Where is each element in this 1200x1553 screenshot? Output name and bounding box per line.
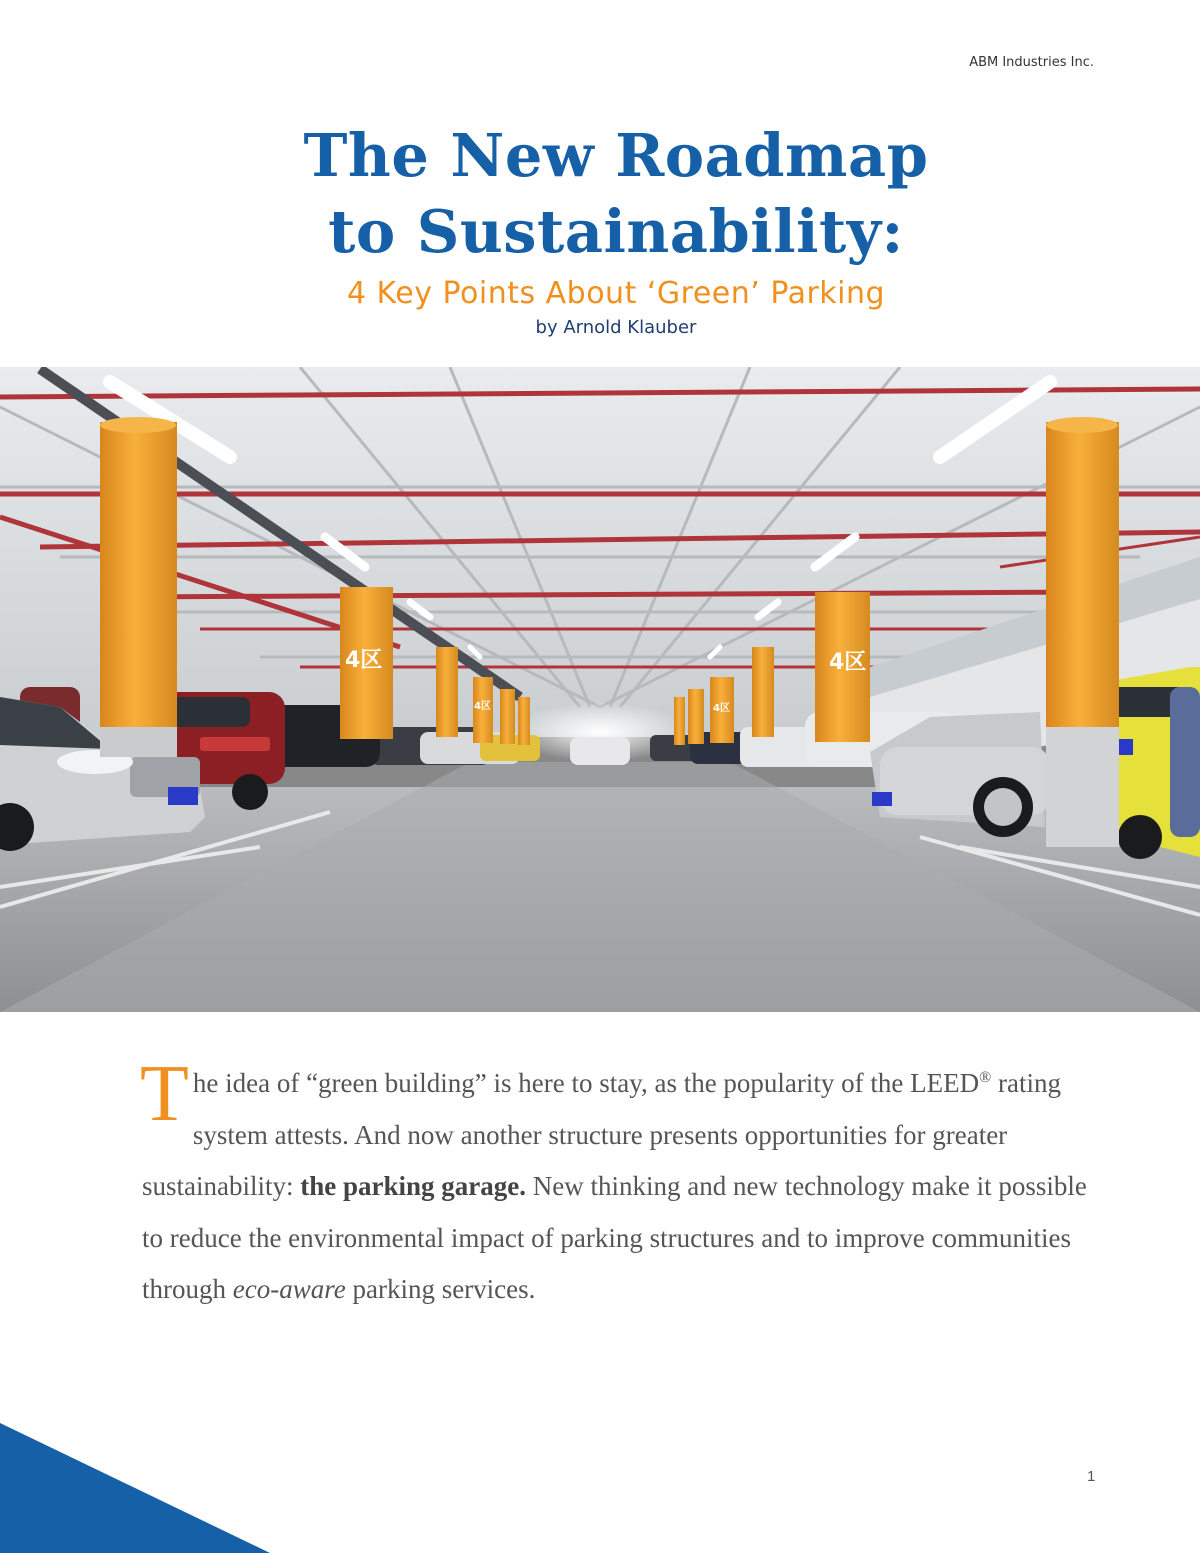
intro-text-1: he idea of “green building” is here to stay, as the popularity of the LEED xyxy=(192,1068,980,1098)
pillar-label: 4区 xyxy=(474,701,491,712)
intro-text-4: parking services. xyxy=(345,1274,536,1304)
title-block xyxy=(0,118,1200,340)
drop-cap: T xyxy=(140,1050,189,1138)
company-name: ABM Industries Inc. xyxy=(969,55,1094,70)
pillar-label: 4区 xyxy=(829,650,867,675)
registered-mark: ® xyxy=(979,1069,992,1086)
page-number: 1 xyxy=(1087,1468,1096,1485)
title-line-2: to Sustainability: xyxy=(328,197,904,266)
intro-emphasis: the parking garage. xyxy=(300,1171,526,1201)
author-byline: by Arnold Klauber xyxy=(535,317,697,338)
corner-accent-triangle xyxy=(0,1423,270,1553)
intro-text-3: New thinking and new technology make it possible to reduce the environmental impact of parking structures and to improve communities through xyxy=(142,1171,1087,1304)
page-subtitle: 4 Key Points About ‘Green’ Parking xyxy=(346,276,886,311)
pillar-label: 4区 xyxy=(713,703,730,714)
intro-italic: eco-aware xyxy=(232,1274,346,1304)
parking-garage-photo xyxy=(0,367,1200,1012)
pillar-label: 4区 xyxy=(345,648,383,673)
parking-garage-illustration xyxy=(0,367,1200,1012)
page-title xyxy=(0,118,1200,270)
intro-text-2: rating system attests. And now another structure presents opportunities for greater sustainability: xyxy=(142,1068,1062,1201)
intro-paragraph xyxy=(140,1050,1102,1316)
title-line-1: The New Roadmap xyxy=(303,121,929,190)
